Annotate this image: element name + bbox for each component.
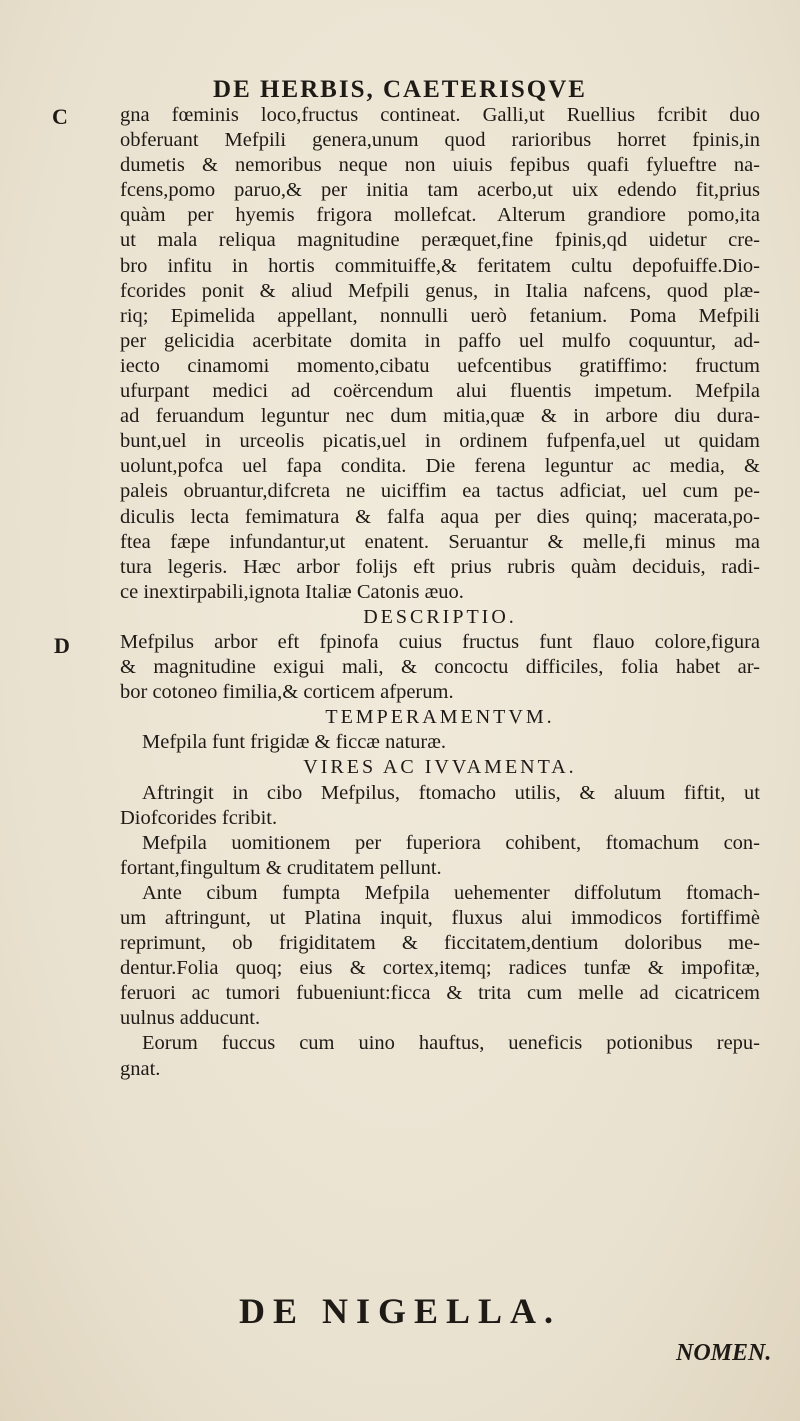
text-line: uolunt,pofca uel fapa condita. Die ferena leguntur ac media, & [120, 455, 760, 478]
text-line: fcens,pomo paruo,& per initia tam acerbo,ut uix edendo fit,prius [120, 179, 760, 202]
text-line: bor cotoneo fimilia,& corticem afperum. [120, 681, 454, 704]
text-line: ad feruandum leguntur nec dum mitia,quæ & in arbore diu dura- [120, 405, 760, 428]
text-line: feruori ac tumori fubueniunt:ficca & trita cum melle ad cicatricem [120, 982, 760, 1005]
text-line: diculis lecta femimatura & falfa aqua per dies quinq; macerata,po- [120, 505, 760, 528]
section-heading-temperamentum: TEMPERAMENTVM. [325, 706, 555, 729]
section-heading-vires: VIRES AC IVVAMENTA. [303, 756, 577, 779]
section-heading-descriptio: DESCRIPTIO. [363, 605, 517, 628]
text-line: Mefpila uomitionem per fuperiora cohibent, ftomachum con- [142, 831, 760, 854]
margin-letter-d: D [54, 633, 70, 658]
text-line: ce inextirpabili,ignota Italiæ Catonis æuo. [120, 580, 464, 603]
text-line: obferuant Mefpili genera,unum quod rarioribus horret fpinis,in [120, 129, 760, 152]
text-line: dentur.Folia quoq; eius & cortex,itemq; radices tunfæ & impofitæ, [120, 957, 760, 980]
text-line: gnat. [120, 1057, 161, 1080]
text-line: fortant,fingultum & cruditatem pellunt. [120, 856, 442, 879]
next-section-title: DE NIGELLA. [238, 1291, 562, 1331]
text-line: bro infitu in hortis commituiffe,& feritatem cultu depofuiffe.Dio- [120, 254, 760, 277]
text-line: Aftringit in cibo Mefpilus, ftomacho utilis, & aluum fiftit, ut [142, 781, 760, 804]
text-line: quàm per hyemis frigora mollefcat. Alterum grandiore pomo,ita [120, 204, 760, 227]
text-line: fcorides ponit & aliud Mefpili genus, in Italia nafcens, quod plæ- [120, 279, 760, 302]
text-line: Ante cibum fumpta Mefpila uehementer diffolutum ftomach- [142, 881, 760, 904]
text-line: dumetis & nemoribus neque non uiuis fepibus quafi fylueftre na- [120, 154, 760, 177]
text-line: Mefpilus arbor eft fpinofa cuius fructus funt flauo colore,figura [120, 630, 760, 653]
text-line: gna fœminis loco,fructus contineat. Galli,ut Ruellius fcribit duo [120, 104, 760, 126]
text-line: reprimunt, ob frigiditatem & ficcitatem,dentium doloribus me- [120, 932, 760, 955]
margin-letter-c: C [52, 104, 68, 129]
text-line: um aftringunt, ut Platina inquit, fluxus alui immodicos fortiffimè [120, 907, 760, 929]
text-line: riq; Epimelida appellant, nonnulli uerò fetanium. Poma Mefpili [120, 304, 760, 327]
text-line: paleis obruantur,difcreta ne uiciffim ea tactus adficiat, uel cum pe- [120, 480, 760, 503]
text-line: ftea fæpe infundantur,ut enatent. Seruantur & melle,fi minus ma [120, 530, 760, 553]
running-head: DE HERBIS, CAETERISQVE [213, 76, 587, 103]
text-line: tura legeris. Hæc arbor folijs eft prius rubris quàm deciduis, radi- [120, 555, 760, 578]
text-line: ut mala reliqua magnitudine peræquet,fine fpinis,qd uidetur cre- [120, 229, 760, 252]
catchword: NOMEN. [676, 1340, 772, 1366]
text-line: ufurpant medici ad coërcendum alui fluentis impetum. Mefpila [120, 380, 760, 403]
text-line: per gelicidia acerbitate domita in paffo uel mulfo coquuntur, ad- [120, 329, 760, 352]
text-line: Eorum fuccus cum uino hauftus, ueneficis potionibus repu- [142, 1032, 760, 1055]
main-text [120, 103, 760, 1082]
text-line: iecto cinamomi momento,cibatu uefcentibus gratiffimo: fructum [120, 354, 760, 377]
text-line: Mefpila funt frigidæ & ficcæ naturæ. [142, 731, 447, 754]
text-line: Diofcorides fcribit. [120, 806, 278, 829]
text-line: uulnus adducunt. [120, 1007, 261, 1030]
text-line: bunt,uel in urceolis picatis,uel in ordinem fufpenfa,uel ut quidam [120, 430, 760, 453]
text-line: & magnitudine exigui mali, & concoctu difficiles, folia habet ar- [120, 656, 760, 679]
